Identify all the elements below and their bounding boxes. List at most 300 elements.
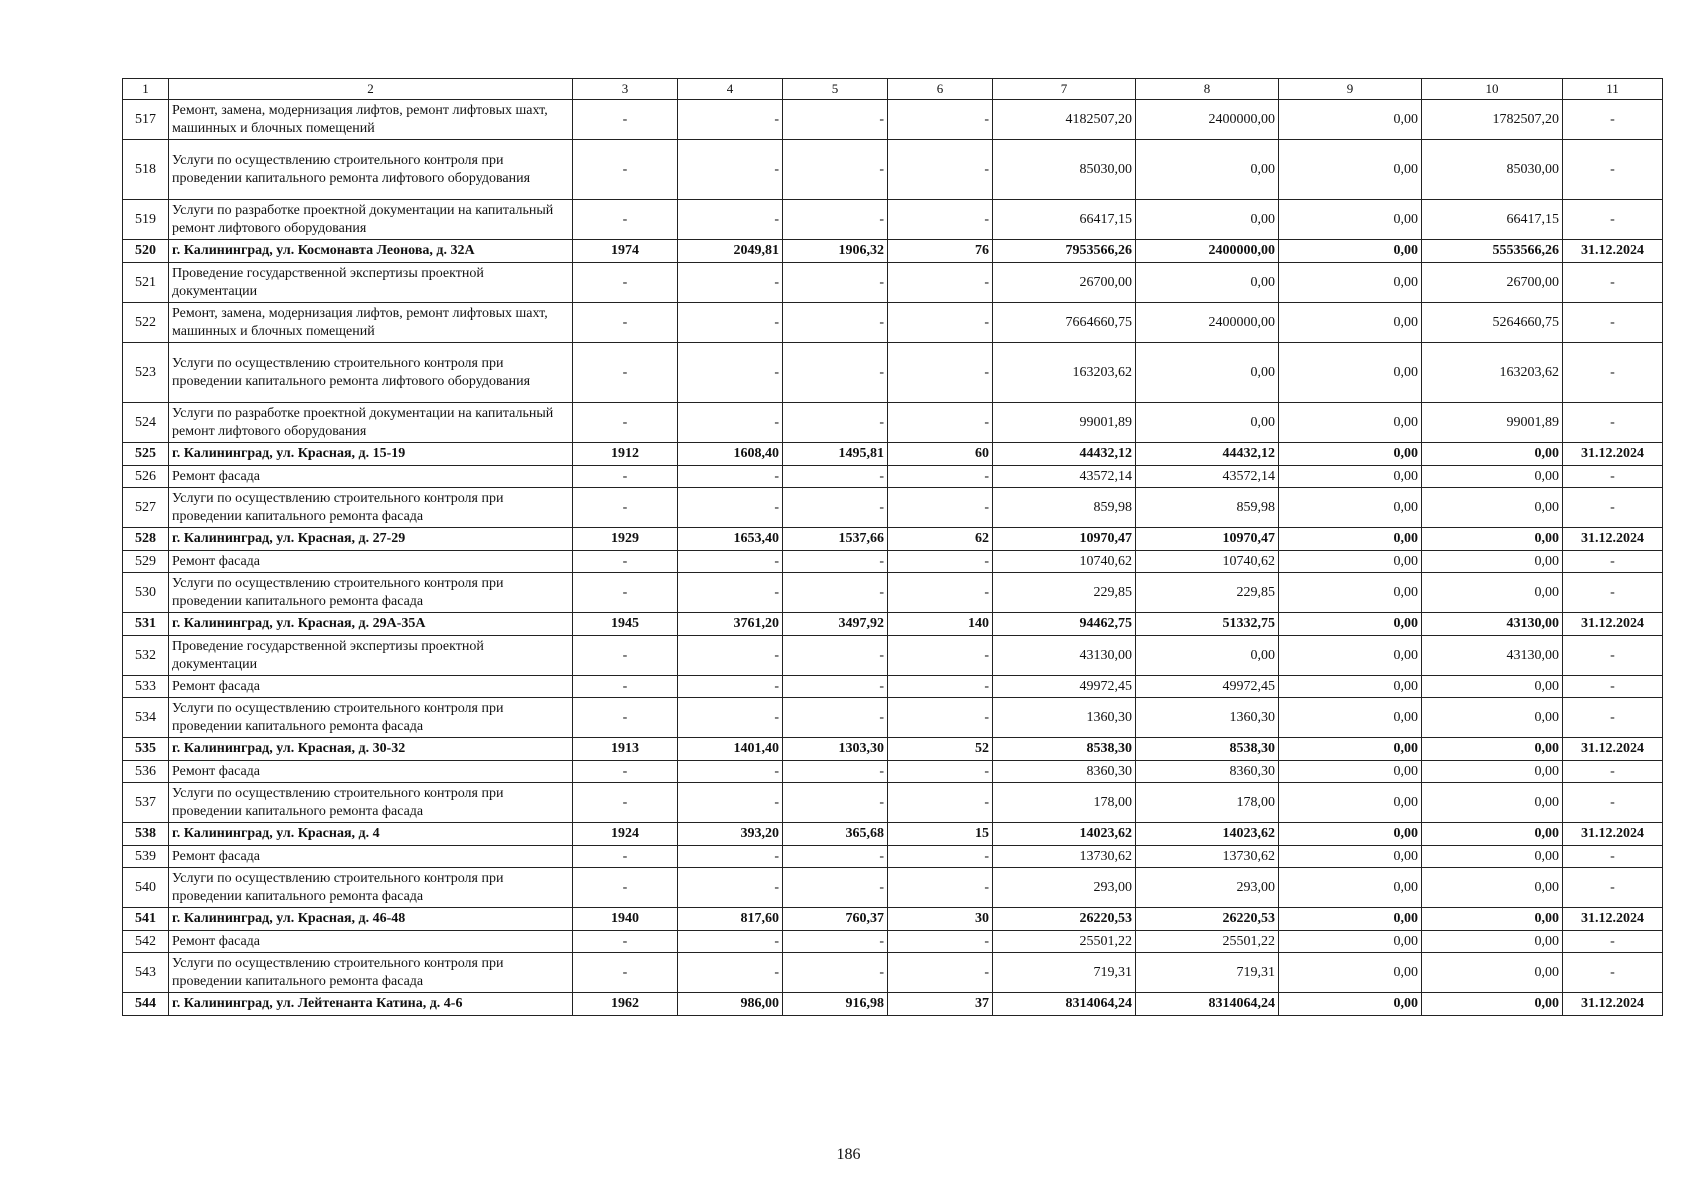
row-description: Услуги по осуществлению строительного контроля при проведении капитального ремонта лифтового оборудования [169,343,573,403]
column-header: 9 [1279,79,1422,100]
cost-col-8: 25501,22 [1136,931,1279,953]
cost-col-10: 0,00 [1422,868,1563,908]
cost-col-9: 0,00 [1279,931,1422,953]
row-description: Услуги по осуществлению строительного контроля при проведении капитального ремонта фасада [169,868,573,908]
cost-col-10: 0,00 [1422,738,1563,761]
total-cost: 66417,15 [993,200,1136,240]
row-description: Ремонт, замена, модернизация лифтов, ремонт лифтовых шахт, машинных и блочных помещений [169,100,573,140]
cost-col-8: 229,85 [1136,573,1279,613]
total-area: - [678,868,783,908]
total-area: - [678,953,783,993]
year-built: - [573,551,678,573]
row-number: 532 [123,636,169,676]
row-description: Услуги по осуществлению строительного контроля при проведении капитального ремонта лифтового оборудования [169,140,573,200]
row-description: Ремонт фасада [169,676,573,698]
row-description: Услуги по осуществлению строительного контроля при проведении капитального ремонта фасада [169,953,573,993]
total-cost: 859,98 [993,488,1136,528]
residents-count: - [888,100,993,140]
work-item-row [123,403,1663,443]
cost-col-9: 0,00 [1279,263,1422,303]
cost-col-8: 44432,12 [1136,443,1279,466]
row-description: Ремонт, замена, модернизация лифтов, ремонт лифтовых шахт, машинных и блочных помещений [169,303,573,343]
work-item-row [123,466,1663,488]
cost-col-9: 0,00 [1279,140,1422,200]
deadline-date: - [1563,263,1663,303]
cost-col-10: 0,00 [1422,953,1563,993]
cost-col-8: 49972,45 [1136,676,1279,698]
cost-col-9: 0,00 [1279,953,1422,993]
living-area: - [783,488,888,528]
deadline-date: - [1563,100,1663,140]
cost-col-9: 0,00 [1279,908,1422,931]
work-item-row [123,140,1663,200]
total-area: - [678,551,783,573]
total-area: 2049,81 [678,240,783,263]
row-description: Ремонт фасада [169,761,573,783]
address-row [123,908,1663,931]
cost-col-9: 0,00 [1279,303,1422,343]
row-description: г. Калининград, ул. Красная, д. 30-32 [169,738,573,761]
year-built: - [573,343,678,403]
row-description: г. Калининград, ул. Красная, д. 15-19 [169,443,573,466]
page-number: 186 [836,1146,861,1163]
total-cost: 4182507,20 [993,100,1136,140]
row-number: 534 [123,698,169,738]
cost-col-10: 26700,00 [1422,263,1563,303]
living-area: - [783,676,888,698]
cost-col-9: 0,00 [1279,443,1422,466]
row-number: 543 [123,953,169,993]
cost-col-9: 0,00 [1279,636,1422,676]
column-header: 8 [1136,79,1279,100]
cost-col-8: 2400000,00 [1136,100,1279,140]
living-area: - [783,573,888,613]
row-number: 537 [123,783,169,823]
work-item-row [123,343,1663,403]
row-description: Услуги по осуществлению строительного контроля при проведении капитального ремонта фасада [169,488,573,528]
document-sheet [122,78,1662,1016]
cost-col-9: 0,00 [1279,403,1422,443]
address-row [123,528,1663,551]
deadline-date: - [1563,931,1663,953]
work-item-row [123,698,1663,738]
cost-col-10: 0,00 [1422,551,1563,573]
capital-repair-table [122,78,1663,1016]
total-cost: 8314064,24 [993,993,1136,1016]
living-area: - [783,931,888,953]
row-number: 519 [123,200,169,240]
residents-count: 76 [888,240,993,263]
deadline-date: - [1563,573,1663,613]
deadline-date: - [1563,466,1663,488]
living-area: 365,68 [783,823,888,846]
cost-col-10: 0,00 [1422,783,1563,823]
row-number: 526 [123,466,169,488]
total-area: - [678,343,783,403]
cost-col-10: 0,00 [1422,528,1563,551]
cost-col-9: 0,00 [1279,528,1422,551]
row-number: 522 [123,303,169,343]
residents-count: - [888,676,993,698]
living-area: - [783,343,888,403]
column-header: 2 [169,79,573,100]
total-cost: 94462,75 [993,613,1136,636]
residents-count: - [888,953,993,993]
year-built: - [573,200,678,240]
table-body [123,100,1663,1016]
year-built: - [573,868,678,908]
total-area: - [678,676,783,698]
work-item-row [123,551,1663,573]
living-area: 1906,32 [783,240,888,263]
row-description: Ремонт фасада [169,846,573,868]
row-number: 542 [123,931,169,953]
year-built: 1912 [573,443,678,466]
living-area: 916,98 [783,993,888,1016]
work-item-row [123,868,1663,908]
year-built: - [573,698,678,738]
residents-count: 52 [888,738,993,761]
deadline-date: - [1563,343,1663,403]
total-cost: 229,85 [993,573,1136,613]
total-cost: 85030,00 [993,140,1136,200]
cost-col-10: 0,00 [1422,443,1563,466]
cost-col-9: 0,00 [1279,698,1422,738]
total-area: - [678,846,783,868]
cost-col-8: 859,98 [1136,488,1279,528]
year-built: 1974 [573,240,678,263]
residents-count: 37 [888,993,993,1016]
cost-col-8: 8314064,24 [1136,993,1279,1016]
living-area: - [783,551,888,573]
living-area: 1303,30 [783,738,888,761]
cost-col-8: 1360,30 [1136,698,1279,738]
cost-col-8: 178,00 [1136,783,1279,823]
row-number: 523 [123,343,169,403]
year-built: - [573,488,678,528]
cost-col-10: 163203,62 [1422,343,1563,403]
work-item-row [123,573,1663,613]
living-area: - [783,636,888,676]
total-cost: 13730,62 [993,846,1136,868]
deadline-date: - [1563,846,1663,868]
deadline-date: 31.12.2024 [1563,240,1663,263]
cost-col-8: 10740,62 [1136,551,1279,573]
row-number: 538 [123,823,169,846]
cost-col-9: 0,00 [1279,240,1422,263]
cost-col-8: 26220,53 [1136,908,1279,931]
living-area: 3497,92 [783,613,888,636]
cost-col-10: 0,00 [1422,573,1563,613]
deadline-date: - [1563,140,1663,200]
deadline-date: 31.12.2024 [1563,528,1663,551]
row-number: 518 [123,140,169,200]
work-item-row [123,846,1663,868]
residents-count: - [888,466,993,488]
cost-col-8: 0,00 [1136,343,1279,403]
cost-col-9: 0,00 [1279,783,1422,823]
living-area: 760,37 [783,908,888,931]
cost-col-10: 0,00 [1422,698,1563,738]
deadline-date: 31.12.2024 [1563,993,1663,1016]
living-area: - [783,466,888,488]
row-number: 541 [123,908,169,931]
cost-col-9: 0,00 [1279,993,1422,1016]
total-area: - [678,573,783,613]
year-built: - [573,263,678,303]
total-area: 1653,40 [678,528,783,551]
total-area: - [678,100,783,140]
work-item-row [123,200,1663,240]
total-cost: 10740,62 [993,551,1136,573]
cost-col-9: 0,00 [1279,738,1422,761]
total-area: 1608,40 [678,443,783,466]
cost-col-8: 8360,30 [1136,761,1279,783]
residents-count: - [888,761,993,783]
cost-col-8: 14023,62 [1136,823,1279,846]
total-cost: 8538,30 [993,738,1136,761]
row-number: 517 [123,100,169,140]
row-number: 521 [123,263,169,303]
total-area: - [678,403,783,443]
cost-col-10: 85030,00 [1422,140,1563,200]
column-header: 6 [888,79,993,100]
total-area: 3761,20 [678,613,783,636]
row-number: 540 [123,868,169,908]
work-item-row [123,783,1663,823]
cost-col-8: 0,00 [1136,403,1279,443]
cost-col-10: 0,00 [1422,931,1563,953]
year-built: - [573,466,678,488]
column-header: 10 [1422,79,1563,100]
cost-col-8: 51332,75 [1136,613,1279,636]
row-description: г. Калининград, ул. Красная, д. 4 [169,823,573,846]
address-row [123,823,1663,846]
deadline-date: 31.12.2024 [1563,613,1663,636]
cost-col-9: 0,00 [1279,676,1422,698]
cost-col-10: 43130,00 [1422,636,1563,676]
row-number: 530 [123,573,169,613]
total-cost: 719,31 [993,953,1136,993]
residents-count: - [888,931,993,953]
living-area: - [783,953,888,993]
total-cost: 293,00 [993,868,1136,908]
row-number: 531 [123,613,169,636]
year-built: 1924 [573,823,678,846]
deadline-date: 31.12.2024 [1563,823,1663,846]
total-area: - [678,263,783,303]
residents-count: 30 [888,908,993,931]
cost-col-8: 293,00 [1136,868,1279,908]
cost-col-9: 0,00 [1279,823,1422,846]
residents-count: - [888,343,993,403]
cost-col-10: 0,00 [1422,993,1563,1016]
residents-count: - [888,140,993,200]
living-area: - [783,868,888,908]
residents-count: 15 [888,823,993,846]
address-row [123,613,1663,636]
living-area: - [783,100,888,140]
row-number: 533 [123,676,169,698]
year-built: 1929 [573,528,678,551]
cost-col-8: 0,00 [1136,263,1279,303]
living-area: - [783,303,888,343]
deadline-date: - [1563,403,1663,443]
year-built: - [573,403,678,443]
total-cost: 178,00 [993,783,1136,823]
deadline-date: - [1563,698,1663,738]
deadline-date: - [1563,676,1663,698]
cost-col-10: 5264660,75 [1422,303,1563,343]
living-area: - [783,698,888,738]
work-item-row [123,953,1663,993]
work-item-row [123,761,1663,783]
cost-col-8: 8538,30 [1136,738,1279,761]
total-cost: 43130,00 [993,636,1136,676]
cost-col-10: 0,00 [1422,908,1563,931]
total-area: 986,00 [678,993,783,1016]
residents-count: - [888,868,993,908]
row-description: г. Калининград, ул. Красная, д. 27-29 [169,528,573,551]
residents-count: - [888,846,993,868]
residents-count: - [888,698,993,738]
row-description: Услуги по осуществлению строительного контроля при проведении капитального ремонта фасада [169,573,573,613]
total-cost: 7953566,26 [993,240,1136,263]
residents-count: 140 [888,613,993,636]
cost-col-9: 0,00 [1279,573,1422,613]
row-number: 527 [123,488,169,528]
row-description: Услуги по осуществлению строительного контроля при проведении капитального ремонта фасада [169,783,573,823]
total-area: - [678,698,783,738]
row-number: 528 [123,528,169,551]
address-row [123,738,1663,761]
living-area: - [783,403,888,443]
row-description: г. Калининград, ул. Лейтенанта Катина, д. 4-6 [169,993,573,1016]
residents-count: - [888,263,993,303]
total-area: - [678,303,783,343]
address-row [123,443,1663,466]
year-built: - [573,676,678,698]
cost-col-10: 0,00 [1422,488,1563,528]
cost-col-10: 0,00 [1422,846,1563,868]
year-built: 1945 [573,613,678,636]
living-area: - [783,263,888,303]
residents-count: - [888,488,993,528]
row-description: Услуги по разработке проектной документации на капитальный ремонт лифтового оборудования [169,403,573,443]
year-built: - [573,100,678,140]
column-header: 4 [678,79,783,100]
deadline-date: - [1563,761,1663,783]
deadline-date: - [1563,200,1663,240]
residents-count: - [888,303,993,343]
row-description: Проведение государственной экспертизы проектной документации [169,636,573,676]
year-built: - [573,761,678,783]
cost-col-8: 43572,14 [1136,466,1279,488]
total-cost: 10970,47 [993,528,1136,551]
cost-col-10: 0,00 [1422,466,1563,488]
total-cost: 99001,89 [993,403,1136,443]
total-cost: 8360,30 [993,761,1136,783]
cost-col-8: 0,00 [1136,200,1279,240]
residents-count: - [888,551,993,573]
living-area: 1537,66 [783,528,888,551]
living-area: - [783,846,888,868]
year-built: - [573,636,678,676]
cost-col-10: 66417,15 [1422,200,1563,240]
row-number: 529 [123,551,169,573]
deadline-date: 31.12.2024 [1563,908,1663,931]
residents-count: 62 [888,528,993,551]
residents-count: - [888,783,993,823]
total-area: - [678,783,783,823]
living-area: - [783,140,888,200]
year-built: - [573,783,678,823]
column-header: 5 [783,79,888,100]
column-header: 11 [1563,79,1663,100]
total-cost: 49972,45 [993,676,1136,698]
cost-col-8: 719,31 [1136,953,1279,993]
cost-col-9: 0,00 [1279,100,1422,140]
cost-col-9: 0,00 [1279,846,1422,868]
total-area: - [678,140,783,200]
year-built: - [573,140,678,200]
cost-col-9: 0,00 [1279,613,1422,636]
cost-col-9: 0,00 [1279,551,1422,573]
total-area: - [678,488,783,528]
deadline-date: - [1563,303,1663,343]
row-description: Проведение государственной экспертизы проектной документации [169,263,573,303]
column-header: 7 [993,79,1136,100]
total-cost: 26220,53 [993,908,1136,931]
work-item-row [123,636,1663,676]
row-number: 536 [123,761,169,783]
cost-col-10: 0,00 [1422,823,1563,846]
deadline-date: - [1563,953,1663,993]
total-cost: 26700,00 [993,263,1136,303]
year-built: - [573,953,678,993]
row-number: 544 [123,993,169,1016]
row-description: Услуги по разработке проектной документации на капитальный ремонт лифтового оборудования [169,200,573,240]
year-built: - [573,931,678,953]
column-header: 1 [123,79,169,100]
deadline-date: 31.12.2024 [1563,443,1663,466]
cost-col-9: 0,00 [1279,200,1422,240]
cost-col-8: 2400000,00 [1136,240,1279,263]
cost-col-9: 0,00 [1279,868,1422,908]
total-cost: 7664660,75 [993,303,1136,343]
cost-col-10: 0,00 [1422,676,1563,698]
work-item-row [123,931,1663,953]
cost-col-8: 0,00 [1136,140,1279,200]
row-number: 539 [123,846,169,868]
cost-col-9: 0,00 [1279,343,1422,403]
total-cost: 44432,12 [993,443,1136,466]
deadline-date: - [1563,783,1663,823]
living-area: - [783,783,888,823]
row-description: г. Калининград, ул. Красная, д. 46-48 [169,908,573,931]
deadline-date: - [1563,636,1663,676]
year-built: - [573,573,678,613]
cost-col-8: 13730,62 [1136,846,1279,868]
cost-col-9: 0,00 [1279,761,1422,783]
cost-col-10: 5553566,26 [1422,240,1563,263]
year-built: 1940 [573,908,678,931]
row-description: Услуги по осуществлению строительного контроля при проведении капитального ремонта фасада [169,698,573,738]
cost-col-8: 10970,47 [1136,528,1279,551]
year-built: - [573,303,678,343]
row-description: г. Калининград, ул. Красная, д. 29А-35А [169,613,573,636]
address-row [123,993,1663,1016]
